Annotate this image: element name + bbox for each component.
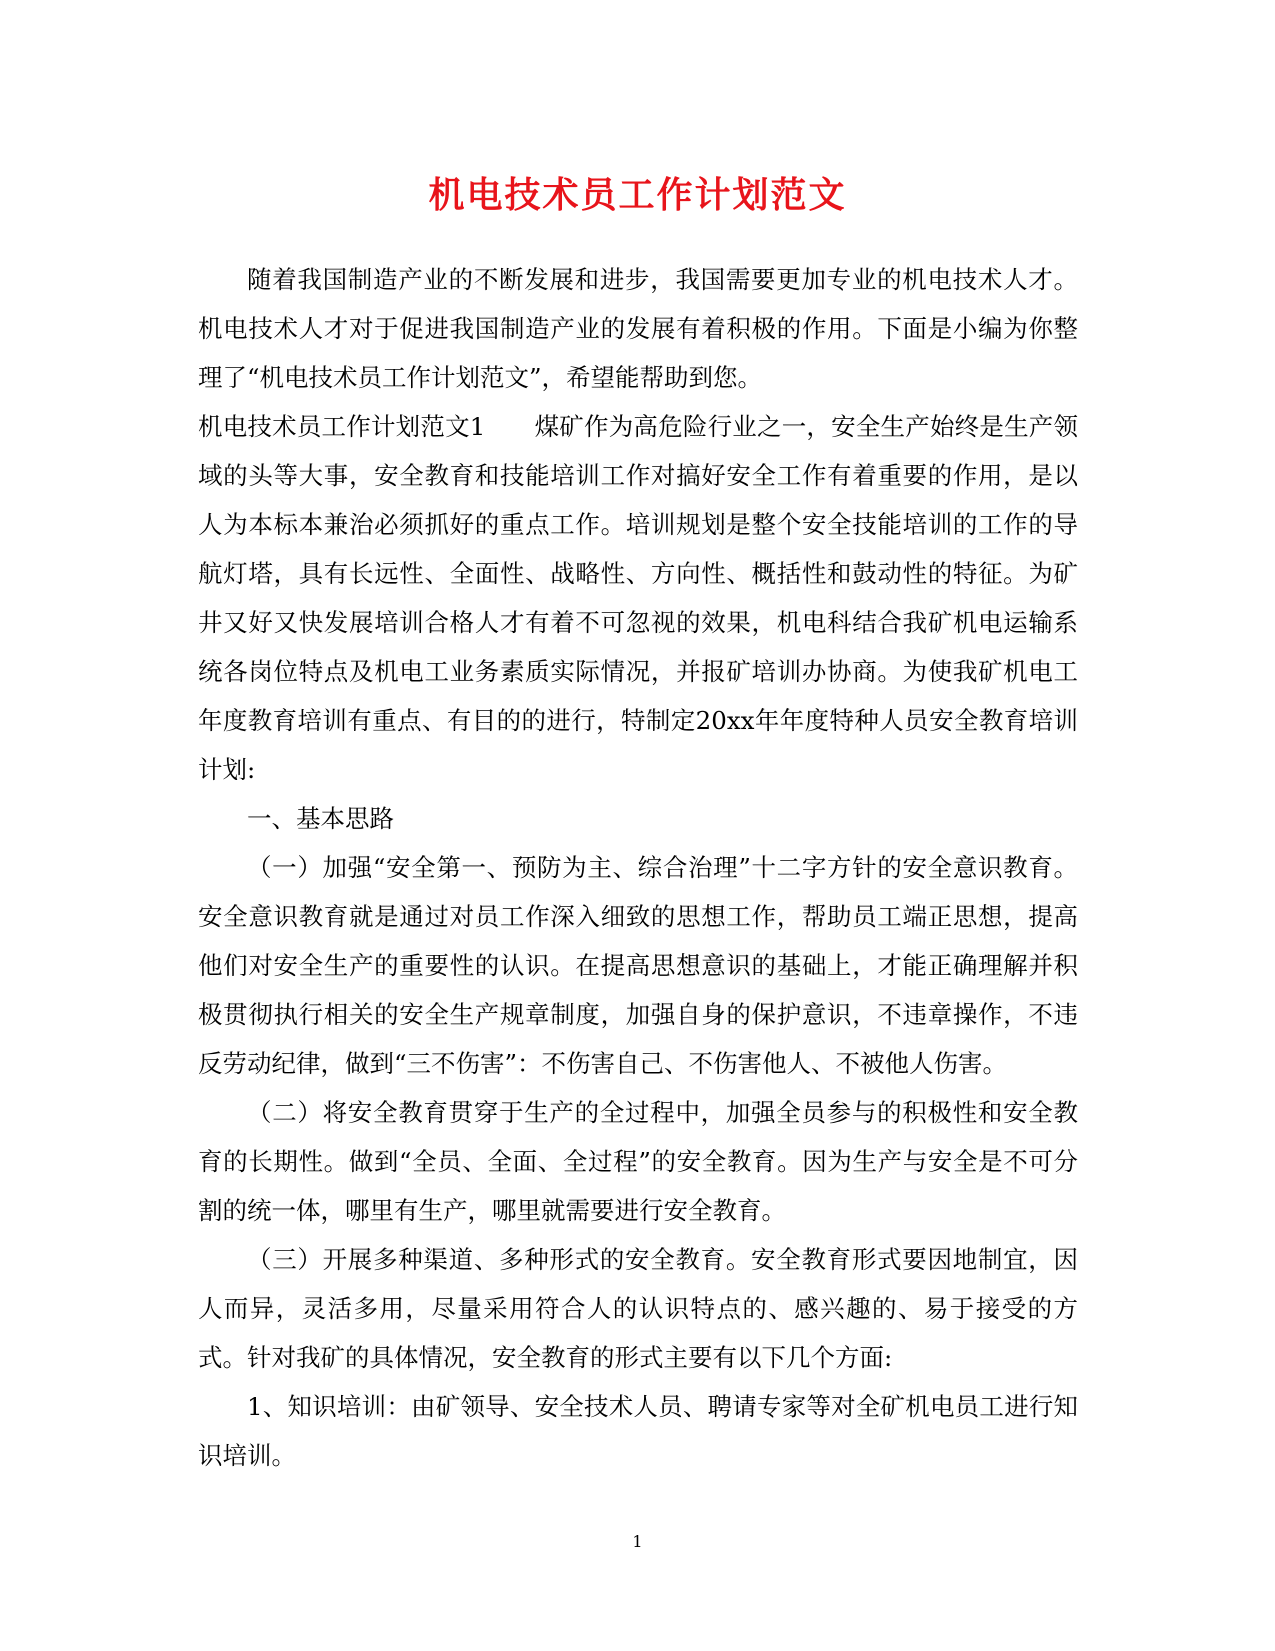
item-3-paragraph: （三）开展多种渠道、多种形式的安全教育。安全教育形式要因地制宜，因人而异，灵活多用，尽量采用符合人的认识特点的、感兴趣的、易于接受的方式。针对我矿的具体情况，安全教育的形式主要有以下几个方面: — [198, 1245, 1078, 1372]
item-4-paragraph: 1、知识培训：由矿领导、安全技术人员、聘请专家等对全矿机电员工进行知识培训。 — [198, 1392, 1078, 1470]
document-title: 机电技术员工作计划范文 — [428, 174, 847, 216]
section1-label: 机电技术员工作计划范文1 — [198, 412, 486, 441]
item-2-paragraph: （二）将安全教育贯穿于生产的全过程中，加强全员参与的积极性和安全教育的长期性。做到“全员、全面、全过程”的安全教育。因为生产与安全是不可分割的统一体，哪里有生产，哪里就需要进行安全教育。 — [198, 1098, 1078, 1225]
document-body — [198, 255, 1078, 1480]
intro-paragraph: 随着我国制造产业的不断发展和进步，我国需要更加专业的机电技术人才。机电技术人才对于促进我国制造产业的发展有着积极的作用。下面是小编为你整理了“机电技术员工作计划范文”，希望能帮助到您。 — [198, 265, 1078, 392]
section1-paragraph — [198, 402, 1078, 794]
page-number: 1 — [632, 1532, 643, 1551]
section1-text: 煤矿作为高危险行业之一，安全生产始终是生产领域的头等大事，安全教育和技能培训工作对搞好安全工作有着重要的作用，是以人为本标本兼治必须抓好的重点工作。培训规划是整个安全技能培训的工作的导航灯塔，具有长远性、全面性、战略性、方向性、概括性和鼓动性的特征。为矿井又好又快发展培训合格人才有着不可忽视的效果，机电科结合我矿机电运输系统各岗位特点及机电工业务素质实际情况，并报矿培训办协商。为使我矿机电工年度教育培训有重点、有目的的进行，特制定20xx年年度特种人员安全教育培训计划: — [198, 412, 1078, 784]
item-1-paragraph: （一）加强“安全第一、预防为主、综合治理”十二字方针的安全意识教育。安全意识教育就是通过对员工作深入细致的思想工作，帮助员工端正思想，提高他们对安全生产的重要性的认识。在提高思想意识的基础上，才能正确理解并积极贯彻执行相关的安全生产规章制度，加强自身的保护意识，不违章操作，不违反劳动纪律，做到“三不伤害”：不伤害自己、不伤害他人、不被他人伤害。 — [198, 853, 1078, 1078]
heading-basic-ideas: 一、基本思路 — [247, 804, 394, 833]
